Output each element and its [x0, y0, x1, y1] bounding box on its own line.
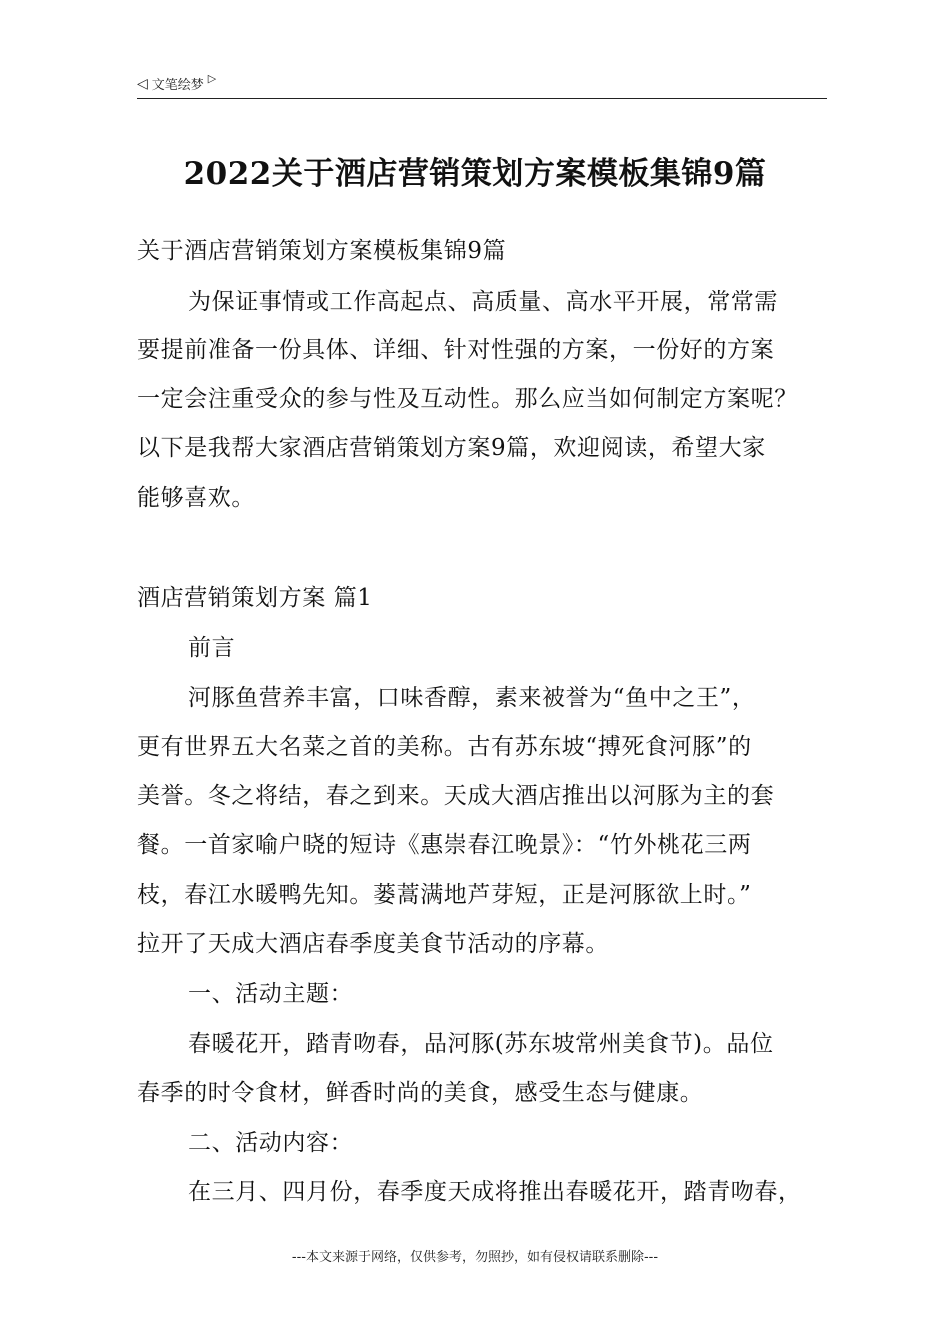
paragraph-line: 为保证事情或工作高起点、高质量、高水平开展，常常需: [188, 289, 778, 315]
paragraph-line: 要提前准备一份具体、详细、针对性强的方案，一份好的方案: [137, 337, 775, 363]
paragraph-line: 河豚鱼营养丰富，口味香醇，素来被誉为“鱼中之王”，: [188, 685, 756, 711]
section-heading: 酒店营销策划方案 篇1: [137, 585, 373, 611]
document-title: 2022关于酒店营销策划方案模板集锦9篇: [183, 156, 767, 192]
paragraph-line: 枝，春江水暖鸭先知。蒌蒿满地芦芽短，正是河豚欲上时。”: [137, 882, 752, 908]
triangle-right-icon: ▷: [207, 72, 217, 85]
paragraph-line: 在三月、四月份，春季度天成将推出春暖花开，踏青吻春，: [188, 1179, 802, 1205]
item-heading: 一、活动主题：: [188, 981, 354, 1007]
paragraph-line: 更有世界五大名菜之首的美称。古有苏东坡“搏死食河豚”的: [137, 734, 752, 760]
paragraph-line: 能够喜欢。: [137, 485, 255, 511]
paragraph-line: 春暖花开，踏青吻春，品河豚(苏东坡常州美食节)。品位: [188, 1031, 774, 1057]
item-heading: 二、活动内容：: [188, 1130, 354, 1156]
paragraph-line: 一定会注重受众的参与性及互动性。那么应当如何制定方案呢？: [137, 386, 798, 412]
paragraph-line: 餐。一首家喻户晓的短诗《惠崇春江晚景》：“竹外桃花三两: [137, 832, 752, 858]
paragraph-line: 美誉。冬之将结，春之到来。天成大酒店推出以河豚为主的套: [137, 783, 775, 809]
paragraph-line: 春季的时令食材，鲜香时尚的美食，感受生态与健康。: [137, 1080, 704, 1106]
brand-name: 文笔绘梦: [151, 78, 204, 93]
paragraph-line: 以下是我帮大家酒店营销策划方案9篇，欢迎阅读，希望大家: [137, 435, 766, 461]
preface-heading: 前言: [188, 635, 236, 661]
page-header: [137, 74, 827, 99]
subtitle-line: 关于酒店营销策划方案模板集锦9篇: [137, 238, 507, 264]
triangle-left-icon: ◁: [137, 75, 148, 92]
page-footer: ---本文来源于网络，仅供参考，勿照抄，如有侵权请联系删除---: [291, 1250, 659, 1265]
paragraph-line: 拉开了天成大酒店春季度美食节活动的序幕。: [137, 931, 609, 957]
